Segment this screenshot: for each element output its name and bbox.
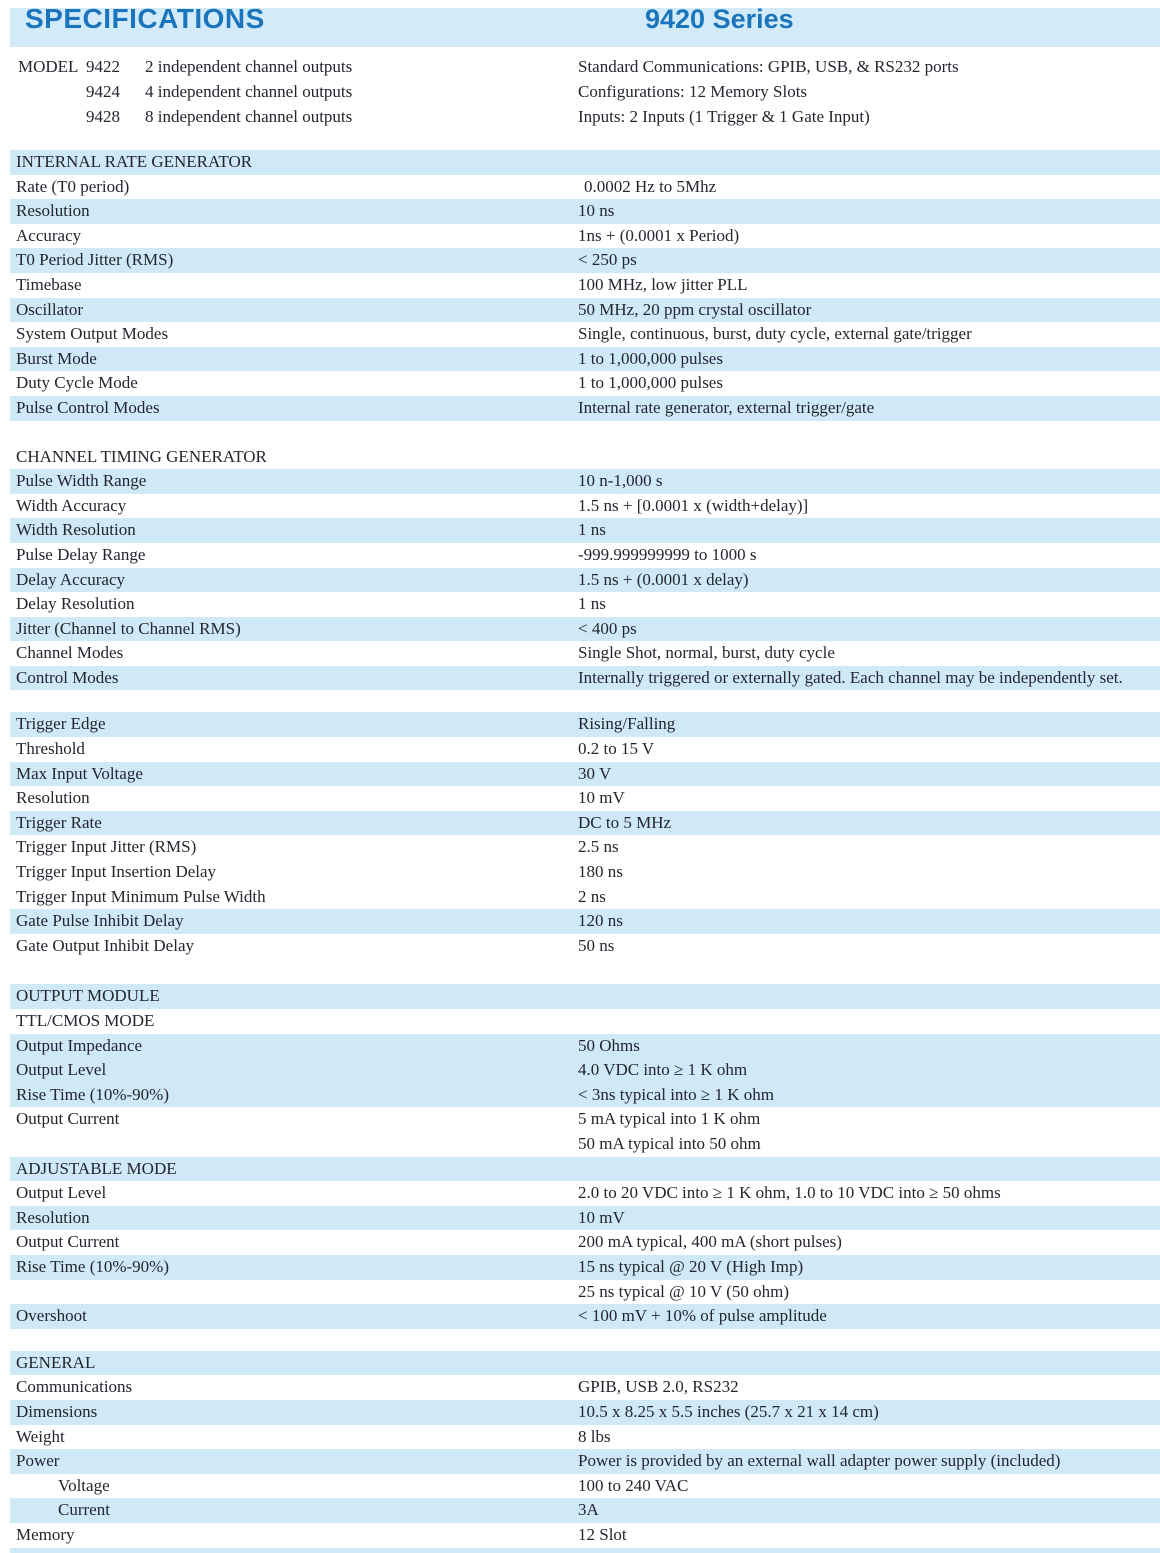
spec-label: Current xyxy=(58,1500,110,1520)
spec-section xyxy=(10,984,1160,1328)
spec-value: 10 mV xyxy=(578,788,625,808)
spec-value: 1 ns xyxy=(578,594,606,614)
spec-row xyxy=(10,494,1160,519)
spec-row xyxy=(10,737,1160,762)
spec-row xyxy=(10,1280,1160,1305)
spec-value: 25 ns typical @ 10 V (50 ohm) xyxy=(578,1281,789,1301)
spec-label: Duty Cycle Mode xyxy=(16,373,138,393)
spec-row xyxy=(10,224,1160,249)
spec-label: Weight xyxy=(16,1426,65,1446)
spec-label: Overshoot xyxy=(16,1306,87,1326)
spec-label: Power xyxy=(16,1451,60,1471)
model-description: 2 independent channel outputs xyxy=(145,57,353,76)
spec-row xyxy=(10,666,1160,691)
model-line xyxy=(18,54,352,79)
spec-label: Rate (T0 period) xyxy=(16,176,130,196)
model-number: 9428 xyxy=(86,107,120,126)
section-header xyxy=(10,150,1160,175)
spec-label: Gate Pulse Inhibit Delay xyxy=(16,911,184,931)
spec-value: Internally triggered or externally gated. Each channel may be independently set. xyxy=(578,667,1123,687)
spec-label: System Output Modes xyxy=(16,324,169,344)
spec-value: 1.5 ns + (0.0001 x delay) xyxy=(578,569,749,589)
spec-value: 10 n-1,000 s xyxy=(578,471,663,491)
page-title: SPECIFICATIONS xyxy=(25,3,265,34)
spec-value: 10.5 x 8.25 x 5.5 inches (25.7 x 21 x 14 cm) xyxy=(578,1401,879,1421)
spec-row xyxy=(10,934,1160,959)
spec-row xyxy=(10,885,1160,910)
spec-label: Threshold xyxy=(16,739,85,759)
spec-value: 50 mA typical into 50 ohm xyxy=(578,1133,761,1153)
spec-label: Width Resolution xyxy=(16,520,136,540)
spec-value: 2.5 ns xyxy=(578,837,619,857)
spec-row xyxy=(10,1206,1160,1231)
spec-section xyxy=(10,1351,1160,1548)
spec-label: Pulse Control Modes xyxy=(16,397,160,417)
spec-value: 1 to 1,000,000 pulses xyxy=(578,373,723,393)
spec-row xyxy=(10,469,1160,494)
spec-label: Delay Accuracy xyxy=(16,569,126,589)
spec-row xyxy=(10,248,1160,273)
spec-label: Voltage xyxy=(58,1475,110,1495)
spec-row xyxy=(10,543,1160,568)
spec-value: < 3ns typical into ≥ 1 K ohm xyxy=(578,1084,774,1104)
spec-value: 100 to 240 VAC xyxy=(578,1475,689,1495)
spec-value: Single, continuous, burst, duty cycle, external gate/trigger xyxy=(578,324,972,344)
spec-value: 1 ns xyxy=(578,520,606,540)
spec-value: Rising/Falling xyxy=(578,714,676,734)
spec-section xyxy=(10,445,1160,691)
spec-label: Memory xyxy=(16,1524,75,1544)
spec-row xyxy=(10,1034,1160,1059)
spec-value: 5 mA typical into 1 K ohm xyxy=(578,1109,761,1129)
spec-value: Internal rate generator, external trigger/gate xyxy=(578,397,875,417)
product-info-line: Inputs: 2 Inputs (1 Trigger & 1 Gate Input) xyxy=(578,107,870,126)
spec-row xyxy=(10,298,1160,323)
series-title: 9420 Series xyxy=(645,4,794,34)
spec-row xyxy=(10,518,1160,543)
spec-row xyxy=(10,1255,1160,1280)
spec-value: 50 MHz, 20 ppm crystal oscillator xyxy=(578,299,812,319)
spec-label: Output Current xyxy=(16,1232,120,1252)
spec-label: Timebase xyxy=(16,274,82,294)
spec-row xyxy=(10,712,1160,737)
spec-value: 2 ns xyxy=(578,886,606,906)
spec-label: Output Level xyxy=(16,1183,107,1203)
spec-row xyxy=(10,1107,1160,1132)
section-header xyxy=(10,984,1160,1009)
spec-label: Trigger Edge xyxy=(16,714,106,734)
spec-label: Trigger Input Insertion Delay xyxy=(16,862,217,882)
spec-row xyxy=(10,1058,1160,1083)
spec-value: 0.2 to 15 V xyxy=(578,739,655,759)
spec-label: Accuracy xyxy=(16,225,82,245)
spec-value: 200 mA typical, 400 mA (short pulses) xyxy=(578,1232,842,1252)
spec-row xyxy=(10,1181,1160,1206)
spec-value: 8 lbs xyxy=(578,1426,611,1446)
spec-value: < 100 mV + 10% of pulse amplitude xyxy=(578,1306,827,1326)
spec-row xyxy=(10,811,1160,836)
spec-row xyxy=(10,641,1160,666)
spec-label: Output Impedance xyxy=(16,1035,143,1055)
spec-row xyxy=(10,786,1160,811)
spec-row xyxy=(10,1523,1160,1548)
spec-row xyxy=(10,1009,1160,1034)
spec-row xyxy=(10,1425,1160,1450)
spec-label: INTERNAL RATE GENERATOR xyxy=(16,152,253,171)
partial-row-strip xyxy=(10,1548,1160,1553)
top-info-block xyxy=(0,54,1160,132)
spec-value: 100 MHz, low jitter PLL xyxy=(578,274,748,294)
spec-label: CHANNEL TIMING GENERATOR xyxy=(16,446,267,466)
spec-value: 50 ns xyxy=(578,935,615,955)
spec-value: -999.999999999 to 1000 s xyxy=(578,544,757,564)
spec-row xyxy=(10,1304,1160,1329)
spec-label: ADJUSTABLE MODE xyxy=(16,1158,177,1178)
spec-row xyxy=(10,347,1160,372)
spec-row xyxy=(10,396,1160,421)
spec-value: 30 V xyxy=(578,763,612,783)
model-heading: MODEL xyxy=(18,57,79,76)
spec-section xyxy=(10,712,1160,958)
spec-label: Burst Mode xyxy=(16,348,97,368)
spec-row xyxy=(10,1474,1160,1499)
spec-row xyxy=(10,1132,1160,1157)
spec-row xyxy=(10,273,1160,298)
spec-value: 4.0 VDC into ≥ 1 K ohm xyxy=(578,1060,748,1080)
spec-label: Max Input Voltage xyxy=(16,763,143,783)
spec-value: Power is provided by an external wall adapter power supply (included) xyxy=(578,1451,1061,1471)
product-info-line: Standard Communications: GPIB, USB, & RS232 ports xyxy=(578,57,959,76)
spec-label: Rise Time (10%-90%) xyxy=(16,1256,169,1276)
spec-value: 12 Slot xyxy=(578,1524,627,1544)
spec-label: Output Level xyxy=(16,1060,107,1080)
spec-value: GPIB, USB 2.0, RS232 xyxy=(578,1377,739,1397)
spec-row xyxy=(10,1449,1160,1474)
spec-value: < 400 ps xyxy=(578,618,637,638)
spec-value: 3A xyxy=(578,1500,599,1520)
spec-value: 120 ns xyxy=(578,911,623,931)
spec-label: Resolution xyxy=(16,201,90,221)
spec-label: Oscillator xyxy=(16,299,84,319)
spec-label: GENERAL xyxy=(16,1352,96,1372)
spec-value: DC to 5 MHz xyxy=(578,812,672,832)
spec-label: Trigger Rate xyxy=(16,812,102,832)
spec-label: Pulse Delay Range xyxy=(16,544,146,564)
spec-value: 2.0 to 20 VDC into ≥ 1 K ohm, 1.0 to 10 VDC into ≥ 50 ohms xyxy=(578,1183,1001,1203)
spec-label: Rise Time (10%-90%) xyxy=(16,1084,169,1104)
spec-label: Gate Output Inhibit Delay xyxy=(16,935,194,955)
spec-row xyxy=(10,1230,1160,1255)
product-info-line: Configurations: 12 Memory Slots xyxy=(578,82,808,101)
spec-label: Communications xyxy=(16,1377,133,1397)
spec-row xyxy=(10,371,1160,396)
spec-label: Delay Resolution xyxy=(16,594,135,614)
spec-row xyxy=(10,568,1160,593)
spec-label: Dimensions xyxy=(16,1401,98,1421)
model-line xyxy=(18,79,352,104)
spec-value: 10 mV xyxy=(578,1207,625,1227)
model-description: 4 independent channel outputs xyxy=(145,82,353,101)
spec-label: OUTPUT MODULE xyxy=(16,986,160,1006)
spec-value: 1.5 ns + [0.0001 x (width+delay)] xyxy=(578,495,809,515)
spec-label: TTL/CMOS MODE xyxy=(16,1011,155,1030)
spec-label: Output Current xyxy=(16,1109,120,1129)
spec-value: 0.0002 Hz to 5Mhz xyxy=(584,176,717,196)
spec-row xyxy=(10,617,1160,642)
spec-label: Resolution xyxy=(16,788,90,808)
spec-row xyxy=(10,1498,1160,1523)
spec-label: Trigger Input Minimum Pulse Width xyxy=(16,886,266,906)
model-number: 9424 xyxy=(86,82,120,101)
spec-row xyxy=(10,1400,1160,1425)
spec-value: 10 ns xyxy=(578,201,615,221)
spec-row xyxy=(10,199,1160,224)
spec-label: Trigger Input Jitter (RMS) xyxy=(16,837,197,857)
spec-row xyxy=(10,175,1160,200)
spec-section xyxy=(10,150,1160,421)
spec-label: T0 Period Jitter (RMS) xyxy=(16,250,174,270)
spec-value: < 250 ps xyxy=(578,250,637,270)
spec-label: Resolution xyxy=(16,1207,90,1227)
spec-label: Control Modes xyxy=(16,667,119,687)
spec-row xyxy=(10,762,1160,787)
section-header xyxy=(10,445,1160,470)
spec-value: Single Shot, normal, burst, duty cycle xyxy=(578,643,835,663)
spec-value: 180 ns xyxy=(578,862,623,882)
spec-row xyxy=(10,1157,1160,1182)
spec-row xyxy=(10,909,1160,934)
spec-value: 1ns + (0.0001 x Period) xyxy=(578,225,740,245)
spec-label: Channel Modes xyxy=(16,643,124,663)
spec-value: 50 Ohms xyxy=(578,1035,640,1055)
model-number: 9422 xyxy=(86,57,120,76)
spec-label: Jitter (Channel to Channel RMS) xyxy=(16,618,241,638)
spec-row xyxy=(10,592,1160,617)
spec-label: Width Accuracy xyxy=(16,495,127,515)
spec-row xyxy=(10,1083,1160,1108)
spec-row xyxy=(10,322,1160,347)
section-header xyxy=(10,1351,1160,1376)
spec-row xyxy=(10,835,1160,860)
spec-value: 15 ns typical @ 20 V (High Imp) xyxy=(578,1256,804,1276)
model-description: 8 independent channel outputs xyxy=(145,107,353,126)
spec-sections xyxy=(10,130,1160,1547)
spec-row xyxy=(10,1375,1160,1400)
spec-label: Pulse Width Range xyxy=(16,471,147,491)
spec-row xyxy=(10,860,1160,885)
model-line xyxy=(18,104,352,129)
spec-value: 1 to 1,000,000 pulses xyxy=(578,348,723,368)
